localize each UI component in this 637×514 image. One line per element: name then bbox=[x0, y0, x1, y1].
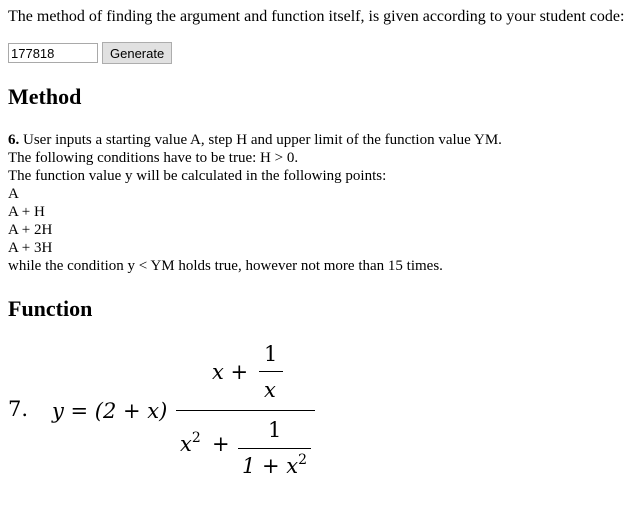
numerator-x-denominator: x bbox=[264, 378, 276, 402]
method-line-3: The function value y will be calculated in the following points: bbox=[8, 168, 387, 184]
denominator-x-squared: $x^2$ bbox=[180, 430, 201, 456]
point-a: A bbox=[8, 186, 19, 202]
denominator-one: 1 bbox=[268, 418, 282, 442]
point-a-plus-3h: A + 3H bbox=[8, 240, 53, 256]
numerator-one: 1 bbox=[264, 342, 278, 366]
main-fraction-bar bbox=[176, 410, 315, 411]
exponent-two-b: 2 bbox=[298, 452, 308, 468]
generate-button[interactable]: Generate bbox=[102, 42, 172, 64]
function-heading: Function bbox=[8, 296, 93, 321]
intro-text: The method of finding the argument and function itself, is given according to your student code: bbox=[8, 8, 625, 25]
method-number: 6. bbox=[8, 132, 20, 148]
denominator-one-plus-x-squared: $1 + x^2$ bbox=[242, 452, 308, 478]
method-line-2: The following conditions have to be true: H > 0. bbox=[8, 150, 299, 166]
point-a-plus-h: A + H bbox=[8, 204, 45, 220]
numerator-x-plus: x + bbox=[212, 360, 249, 384]
formula-number: 7. bbox=[8, 397, 29, 421]
inner-fraction-bar-bottom bbox=[238, 448, 311, 449]
point-a-plus-2h: A + 2H bbox=[8, 222, 53, 238]
method-heading: Method bbox=[8, 84, 82, 109]
method-line-1: User inputs a starting value A, step H and upper limit of the function value YM. bbox=[19, 132, 502, 148]
formula-lhs: y = (2 + x) bbox=[52, 399, 168, 423]
exponent-two-a: 2 bbox=[191, 430, 201, 446]
method-line-last: while the condition y < YM holds true, however not more than 15 times. bbox=[8, 258, 443, 274]
inner-fraction-bar-top bbox=[259, 371, 283, 372]
denominator-plus: + bbox=[212, 432, 230, 456]
